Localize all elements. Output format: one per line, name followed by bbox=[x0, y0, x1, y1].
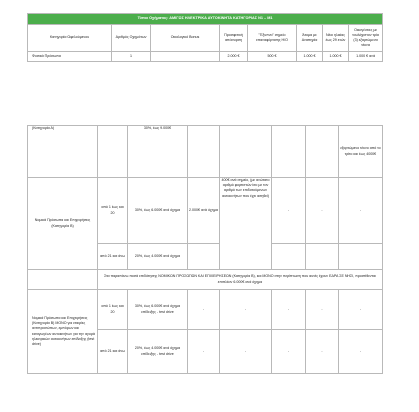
cell-bonus-b2: 20%, έως 4.000€ ανά όχημα bbox=[128, 244, 188, 270]
table-row bbox=[28, 178, 383, 244]
cell-scrappage: 2.000 € bbox=[220, 52, 248, 62]
cell-dash: - bbox=[272, 290, 306, 330]
table-row bbox=[28, 270, 383, 290]
cell-bonus bbox=[151, 52, 220, 62]
cell-category-b: Νομικά Πρόσωπα και Επιχειρήσεις (Κατηγορία Β) bbox=[28, 178, 98, 270]
cell-dash: - bbox=[306, 330, 339, 374]
subsidy-table-header bbox=[27, 13, 383, 62]
cell-count-c1: από 1 έως και 20 bbox=[98, 290, 128, 330]
cell-families: 1.000 € ανά bbox=[349, 52, 383, 62]
cell-dash: - bbox=[272, 178, 306, 244]
cell-dash: - bbox=[306, 290, 339, 330]
cell-disability: 1.000 € bbox=[297, 52, 323, 62]
cell-dash: - bbox=[272, 330, 306, 374]
col-young: Νέοι ηλικίας έως 29 ετών bbox=[323, 25, 349, 52]
col-eco-bonus: Οικολογικό Bonus bbox=[151, 25, 220, 52]
cell-dash: - bbox=[306, 178, 339, 244]
cell-charger-b: 400€ ανά σημείο, (με ανώτατο αριθμό φορτιστών ίσο με τον αριθμό των επιδοτούμενων αυτοκινήτων που έχει αιτηθεί) bbox=[220, 178, 272, 270]
table-row bbox=[28, 52, 383, 62]
cell-bonus-c2: 20%, έως 4.000€ ανά όχημα επίδειξης - test drive bbox=[128, 330, 188, 374]
cell-bonus-c1: 30%, έως 6.000€ ανά όχημα επίδειξης - test drive bbox=[128, 290, 188, 330]
island-note: Στα παραπάνω ποσά επιδότησης ΝΟΜΙΚΩΝ ΠΡΟΣΩΠΩΝ ΚΑΙ ΕΠΙΧΕΙΡΗΣΕΩΝ (Κατηγορία Β), και ΜΟΝΟ στην περίπτωση που αυτές έχουν ΕΔΡΑ ΣΕ ΝΗΣΙ, προστίθενται επιπλέον 6.000€ ανά όχημα bbox=[98, 270, 383, 290]
cell-family-a: εξαρτώμενο τέκνο από το τρίτο και έως 4000€ bbox=[339, 126, 383, 178]
cell-charger: 500 € bbox=[248, 52, 297, 62]
col-smart-charger: "Έξυπνο" σημείο επαναφόρτισης Η/Ο bbox=[248, 25, 297, 52]
subsidy-table-body bbox=[27, 125, 383, 374]
cell-dash: - bbox=[188, 290, 220, 330]
cell-bonus-b1: 30%, έως 6.000€ ανά όχημα bbox=[128, 178, 188, 244]
cell-dash: - bbox=[220, 330, 272, 374]
cell-beneficiary: Φυσικά Πρόσωπα bbox=[28, 52, 112, 62]
vehicle-type-title: Τύποι Οχήματος: ΑΜΙΓΩΣ ΗΛΕΚΤΡΙΚΑ ΑΥΤΟΚΙΝΗΤΑ ΚΑΤΗΓΟΡΙΑΣ Ν1 – Μ1 bbox=[28, 14, 383, 25]
cell-count: 1 bbox=[112, 52, 151, 62]
cell-bonus-a: 30%, έως 9.000€ bbox=[128, 126, 188, 178]
cell-dash: - bbox=[339, 330, 383, 374]
table-row bbox=[28, 290, 383, 330]
col-scrappage: Προσφετική απόσυρση bbox=[220, 25, 248, 52]
col-families: Οικογένειες με τουλάχιστον τρία (3) εξαρτώμενα τέκνα bbox=[349, 25, 383, 52]
cell-count-c2: από 21 και άνω bbox=[98, 330, 128, 374]
cell-dash: - bbox=[339, 178, 383, 244]
cell-category-a: (Κατηγορία Α) bbox=[28, 126, 98, 178]
cell-category-c: Νομικά Πρόσωπα και Επιχειρήσεις (Κατηγορία Β) ΜΟΝΟ για εταιρίες αντιπροσώπων, εμπόρων και εισαγωγέων αυτοκινήτων για την αγορά ηλεκτρικών αυτοκινήτων επίδειξης (test drive) bbox=[28, 290, 98, 374]
cell-scrap-b1: 2.000€ ανά όχημα bbox=[188, 178, 220, 244]
cell-count-b1: από 1 έως και 20 bbox=[98, 178, 128, 244]
cell-dash: - bbox=[220, 290, 272, 330]
table-row bbox=[28, 126, 383, 178]
cell-dash: - bbox=[188, 330, 220, 374]
col-disability: Άτομα με Αναπηρία bbox=[297, 25, 323, 52]
cell-dash: - bbox=[339, 290, 383, 330]
col-beneficiary-category: Κατηγορία Ωφελούμενου bbox=[28, 25, 112, 52]
cell-count-b2: από 21 και άνω bbox=[98, 244, 128, 270]
cell-young: 1.000 € bbox=[323, 52, 349, 62]
col-vehicle-count: Αριθμός Οχημάτων bbox=[112, 25, 151, 52]
